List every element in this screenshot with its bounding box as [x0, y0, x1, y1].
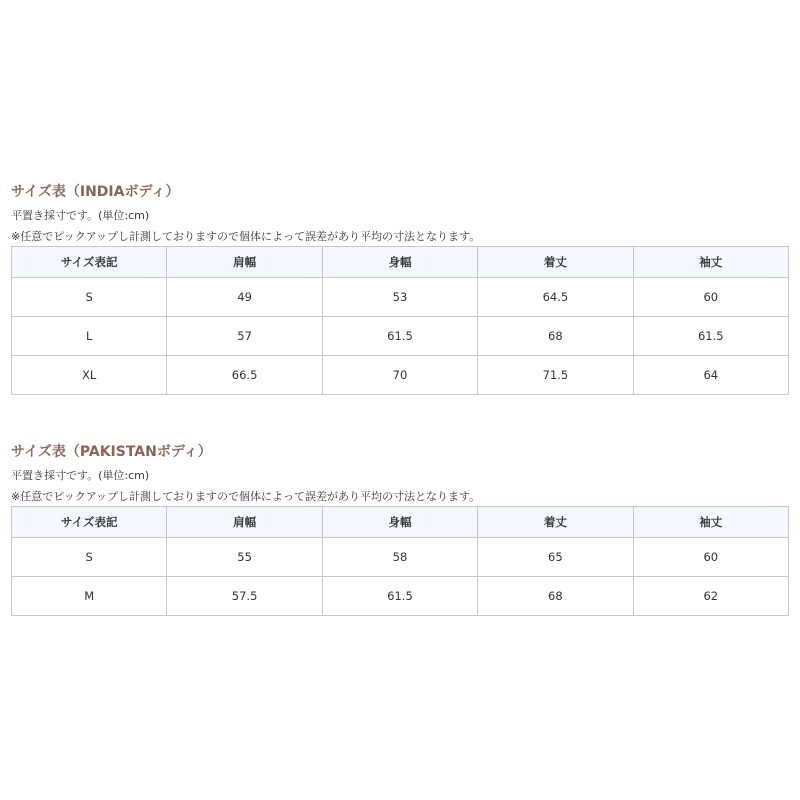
cell-chest: 61.5	[322, 577, 477, 616]
cell-length: 65	[478, 538, 633, 577]
header-size-label: サイズ表記	[12, 507, 167, 538]
cell-sleeve: 61.5	[633, 317, 788, 356]
size-section-pakistan	[11, 443, 789, 616]
cell-shoulder: 49	[167, 278, 322, 317]
measure-note: 平置き採寸です。(単位:cm)	[11, 209, 150, 222]
header-shoulder: 肩幅	[167, 507, 322, 538]
cell-shoulder: 55	[167, 538, 322, 577]
cell-sleeve: 60	[633, 538, 788, 577]
cell-size: XL	[12, 356, 167, 395]
cell-chest: 58	[322, 538, 477, 577]
header-size-label: サイズ表記	[12, 247, 167, 278]
header-sleeve: 袖丈	[633, 507, 788, 538]
cell-sleeve: 60	[633, 278, 788, 317]
cell-chest: 61.5	[322, 317, 477, 356]
header-chest: 身幅	[322, 247, 477, 278]
section-title: サイズ表（INDIAボディ）	[11, 184, 180, 200]
cell-shoulder: 57.5	[167, 577, 322, 616]
cell-length: 64.5	[478, 278, 633, 317]
cell-size: M	[12, 577, 167, 616]
table-row	[12, 356, 789, 395]
header-shoulder: 肩幅	[167, 247, 322, 278]
disclaimer-note: ※任意でピックアップし計測しておりますので個体によって誤差があり平均の寸法となります。	[11, 230, 481, 243]
header-chest: 身幅	[322, 507, 477, 538]
table-row	[12, 538, 789, 577]
cell-sleeve: 62	[633, 577, 788, 616]
header-sleeve: 袖丈	[633, 247, 788, 278]
size-table	[11, 246, 789, 395]
size-section-india	[11, 183, 789, 395]
cell-chest: 53	[322, 278, 477, 317]
cell-shoulder: 57	[167, 317, 322, 356]
cell-size: L	[12, 317, 167, 356]
table-row	[12, 317, 789, 356]
size-table	[11, 506, 789, 616]
cell-length: 68	[478, 577, 633, 616]
header-length: 着丈	[478, 507, 633, 538]
disclaimer-note: ※任意でピックアップし計測しておりますので個体によって誤差があり平均の寸法となります。	[11, 490, 481, 503]
cell-shoulder: 66.5	[167, 356, 322, 395]
table-row	[12, 278, 789, 317]
table-header-row	[12, 507, 789, 538]
header-length: 着丈	[478, 247, 633, 278]
cell-size: S	[12, 278, 167, 317]
cell-sleeve: 64	[633, 356, 788, 395]
cell-size: S	[12, 538, 167, 577]
cell-chest: 70	[322, 356, 477, 395]
section-title: サイズ表（PAKISTANボディ）	[11, 444, 212, 460]
table-header-row	[12, 247, 789, 278]
table-row	[12, 577, 789, 616]
cell-length: 68	[478, 317, 633, 356]
measure-note: 平置き採寸です。(単位:cm)	[11, 469, 150, 482]
cell-length: 71.5	[478, 356, 633, 395]
